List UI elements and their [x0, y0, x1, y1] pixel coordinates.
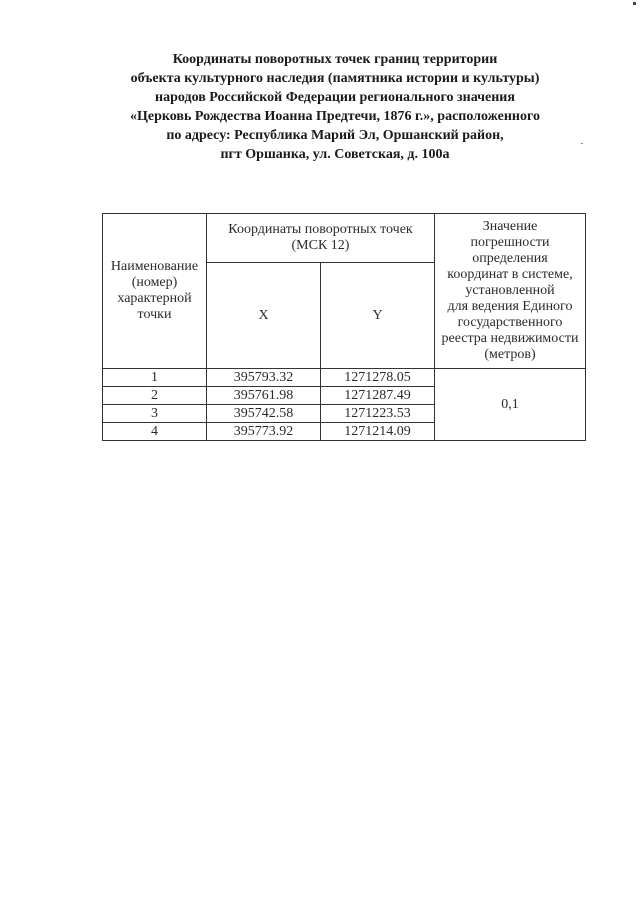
- table-header-row: [103, 214, 586, 263]
- title-line: объекта культурного наследия (памятника истории и культуры): [130, 71, 540, 86]
- cell-y: 1271214.09: [321, 423, 435, 441]
- scan-mark: [633, 2, 636, 5]
- cell-y: 1271223.53: [321, 405, 435, 423]
- table-row: [103, 369, 586, 387]
- cell-y: 1271287.49: [321, 387, 435, 405]
- coordinates-table: [102, 213, 586, 441]
- cell-x: 395793.32: [207, 369, 321, 387]
- header-coordinates: Координаты поворотных точек (МСК 12): [207, 214, 435, 263]
- cell-x: 395742.58: [207, 405, 321, 423]
- cell-accuracy-value: 0,1: [435, 369, 586, 441]
- header-y: Y: [321, 263, 435, 369]
- cell-x: 395773.92: [207, 423, 321, 441]
- title-line: «Церковь Рождества Иоанна Предтечи, 1876 г.», расположенного: [129, 109, 540, 124]
- title-line: по адресу: Республика Марий Эл, Оршанский район,: [166, 128, 504, 143]
- cell-y: 1271278.05: [321, 369, 435, 387]
- cell-point: 2: [103, 387, 207, 405]
- cell-point: 3: [103, 405, 207, 423]
- title-line: народов Российской Федерации регионального значения: [155, 90, 515, 105]
- title-line: Координаты поворотных точек границ территории: [172, 52, 498, 67]
- title-line: пгт Оршанка, ул. Советская, д. 100а: [220, 147, 450, 162]
- header-accuracy: Значение погрешности определения координат в системе, установленной для ведения Единого государственного реестра недвижимости (метров): [435, 214, 586, 369]
- header-point-name: Наименование (номер) характерной точки: [103, 214, 207, 369]
- cell-point: 1: [103, 369, 207, 387]
- cell-point: 4: [103, 423, 207, 441]
- cell-x: 395761.98: [207, 387, 321, 405]
- document-title: [80, 50, 590, 164]
- header-x: X: [207, 263, 321, 369]
